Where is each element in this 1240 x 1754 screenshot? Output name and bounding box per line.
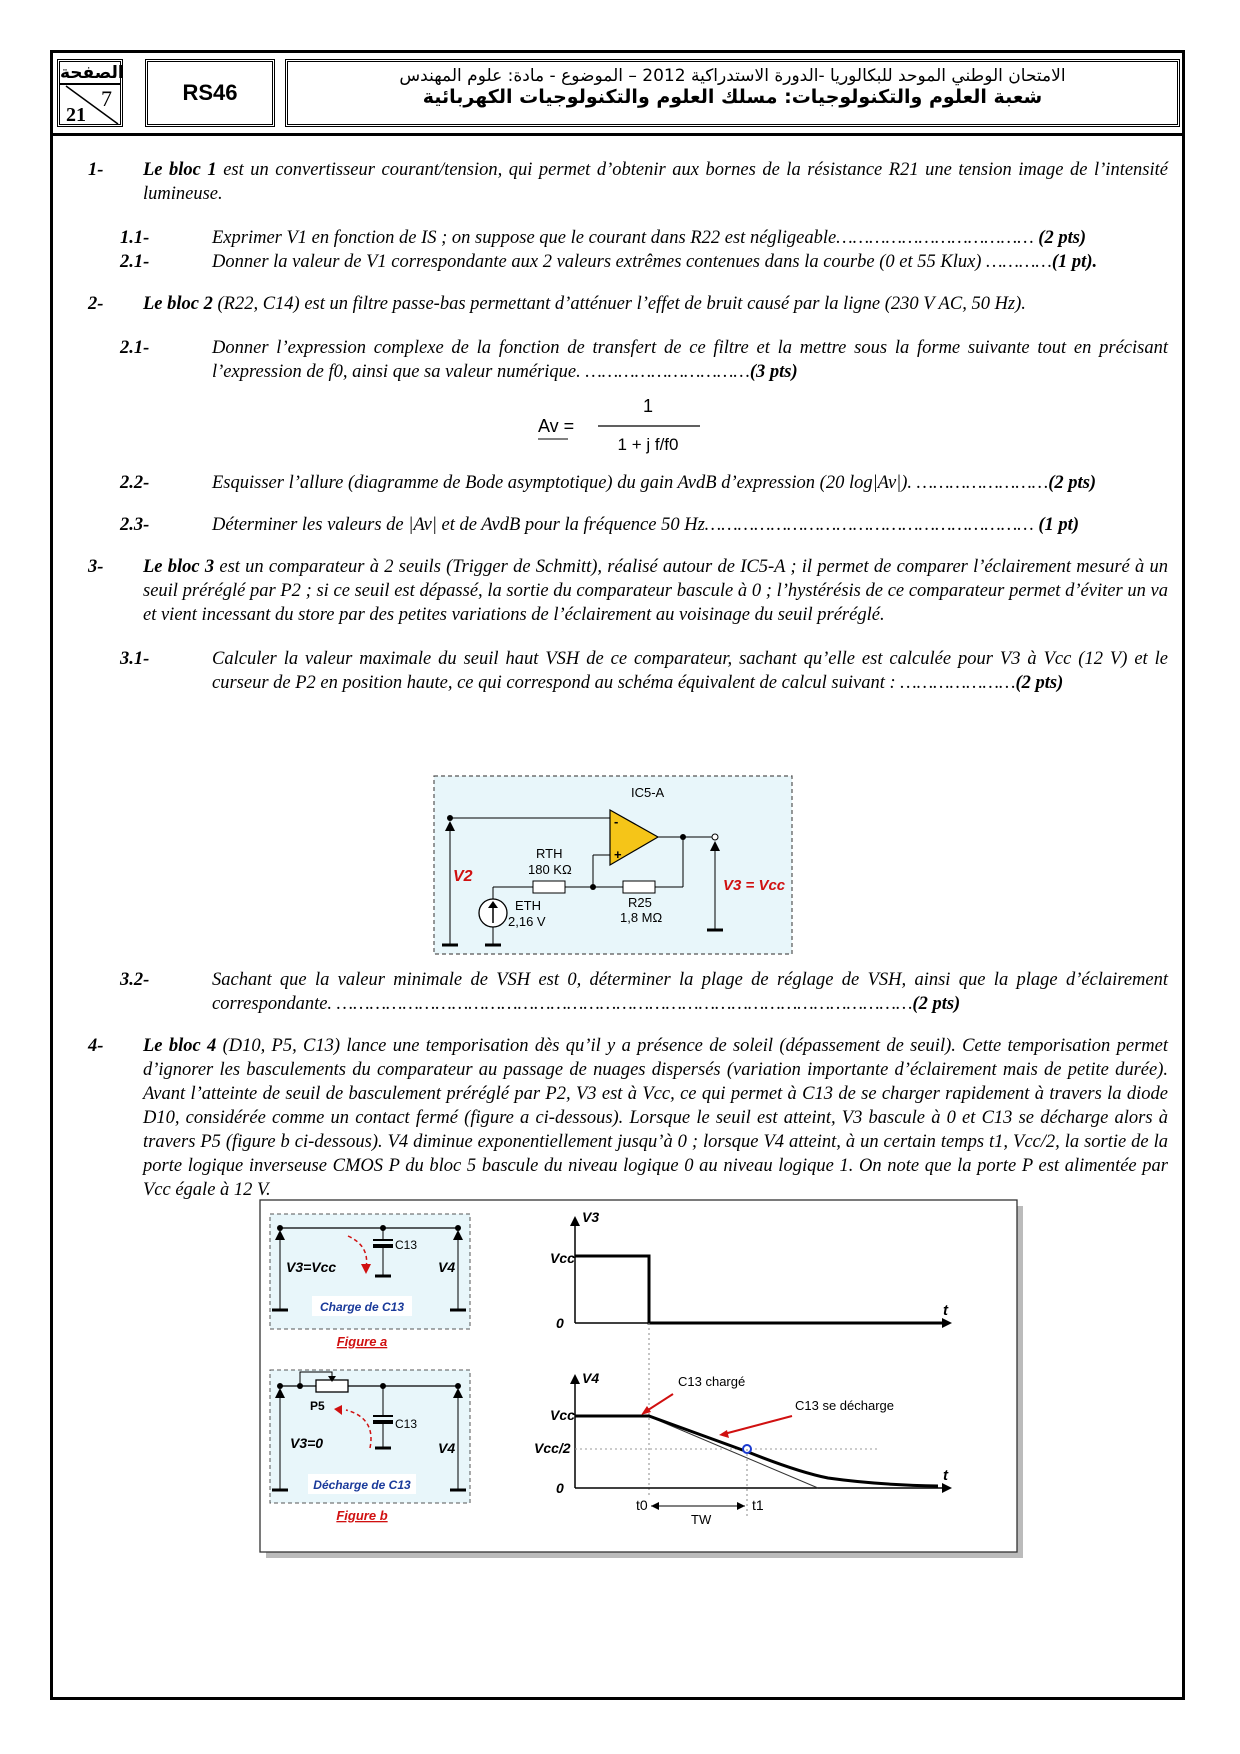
- g2-t: t: [943, 1467, 948, 1484]
- opamp-label: IC5-A: [631, 785, 665, 800]
- fig-b-v3: V3=0: [290, 1435, 324, 1451]
- g2-t0: t0: [636, 1497, 648, 1513]
- c13-timing-figure: [258, 1198, 1033, 1563]
- sub-number: 3.1-: [120, 649, 150, 669]
- question-1-2: [120, 250, 1168, 274]
- exam-title: [285, 59, 1180, 127]
- schmitt-trigger-schematic: [433, 775, 793, 955]
- fig-a-c13: C13: [395, 1238, 418, 1252]
- question-number: 3-: [88, 557, 104, 577]
- g1-zero: 0: [556, 1315, 564, 1331]
- question-2-3: [120, 513, 1168, 537]
- opamp-plus: +: [614, 847, 622, 862]
- page-total: 21: [66, 104, 86, 126]
- fig-b-p5: P5: [310, 1399, 325, 1413]
- points: (2 pts): [912, 994, 961, 1014]
- fig-b-c13: C13: [395, 1417, 418, 1431]
- sub-text: Calculer la valeur maximale du seuil haut VSH de ce comparateur, sachant qu’elle est calculée pour V3 à Vcc (12 V) et le curseur de P2 en position haute, ce qui correspond au schéma équivalent de calcul suivant : …………………: [212, 649, 1168, 693]
- fig-a-v4: V4: [438, 1259, 456, 1275]
- header: [53, 53, 1182, 136]
- g2-vcc: Vcc: [550, 1407, 575, 1423]
- v2-label: V2: [453, 868, 473, 885]
- sub-number: 2.1-: [120, 338, 150, 358]
- points: (2 pts): [1015, 673, 1064, 693]
- question-text: (D10, P5, C13) lance une temporisation dès qu’il y a présence de soleil (dépassement de seuil). Cette temporisation permet d’ignorer les basculements du comparateur au passage de nuages dispersés (variation importante d’éclairement mais de petite durée). Avant l’atteinte de seuil de basculement préréglé par P2, V3 est à Vcc, ce qui permet à C13 de se charger rapidement à travers la diode D10, considérée comme un contact fermé (figure a ci-dessous). Lorsque le seuil est atteint, V3 bascule à 0 et C13 se décharge alors à travers P5 (figure b ci-dessous). V4 diminue exponentiellement jusqu’à 0 ; lorsque V4 atteint, à un certain temps t1, Vcc/2, la sortie de la porte logique inverseuse CMOS P du bloc 5 bascule du niveau logique 0 au niveau logique 1. On note que la porte P est alimentée par Vcc égale à 12 V.: [143, 1036, 1168, 1200]
- question-number: 1-: [88, 160, 104, 180]
- question-lead: Le bloc 4: [143, 1036, 217, 1056]
- g2-discharge-label: C13 se décharge: [795, 1398, 895, 1413]
- subject-code: RS46: [145, 59, 275, 127]
- fig-a-title: Figure a: [336, 1334, 388, 1349]
- fig-a-v3: V3=Vcc: [286, 1259, 337, 1275]
- eth-value: 2,16 V: [508, 914, 546, 929]
- formula-lhs: Av =: [538, 416, 575, 436]
- formula-numerator: 1: [642, 396, 654, 416]
- question-2: [88, 292, 1168, 316]
- points: (3 pts): [749, 362, 798, 382]
- g1-vcc: Vcc: [550, 1250, 575, 1266]
- points: (2 pts): [1033, 228, 1087, 248]
- g2-t1: t1: [752, 1497, 764, 1513]
- page-number: 7: [101, 86, 112, 111]
- exam-title-line2: شعبة العلوم والتكنولوجيات: مسلك العلوم والتكنولوجيات الكهربائية: [422, 86, 1043, 108]
- eth-label: ETH: [515, 898, 541, 913]
- question-3-1: [120, 647, 1168, 695]
- r25-label: R25: [628, 895, 652, 910]
- g2-charged-label: C13 chargé: [678, 1374, 746, 1389]
- g1-ylabel: V3: [582, 1209, 600, 1225]
- question-1: [88, 158, 1168, 206]
- rth-value: 180 KΩ: [528, 862, 572, 877]
- sub-number: 3.2-: [120, 970, 150, 990]
- g2-zero: 0: [556, 1480, 564, 1496]
- formula-svg: [508, 388, 748, 464]
- sub-number: 2.3-: [120, 515, 150, 535]
- sub-text: Esquisser l’allure (diagramme de Bode asymptotique) du gain AvdB d’expression (20 log|Av|). ……………………: [212, 473, 1049, 493]
- points: (2 pts): [1048, 473, 1097, 493]
- page-label: الصفحة: [60, 63, 124, 83]
- question-4: [88, 1034, 1168, 1202]
- question-2-2: [120, 471, 1168, 495]
- r25-value: 1,8 MΩ: [620, 910, 663, 925]
- question-text: est un convertisseur courant/tension, qui permet d’obtenir aux bornes de la résistance R21 une tension image de l’intensité lumineuse.: [143, 160, 1168, 204]
- transfer-function-formula: [88, 388, 1168, 471]
- sub-number: 1.1-: [120, 228, 150, 248]
- formula-denominator: 1 + j f/f0: [617, 435, 679, 454]
- question-1-1: [120, 226, 1168, 250]
- sub-text: Sachant que la valeur minimale de VSH est 0, déterminer la plage de réglage de VSH, ainsi que la plage d’éclairement correspondante. ……………………………………………………………………………………………: [212, 970, 1168, 1014]
- page-number-box: [57, 59, 123, 127]
- sub-number: 2.1-: [120, 252, 150, 272]
- g2-ylabel: V4: [582, 1370, 600, 1386]
- rth-resistor: [533, 881, 565, 893]
- page-frame: [50, 50, 1185, 1700]
- question-2-1: [120, 336, 1168, 384]
- question-number: 4-: [88, 1036, 104, 1056]
- points: (1 pt).: [1051, 252, 1098, 272]
- sub-text: Déterminer les valeurs de |Av| et de AvdB pour la fréquence 50 Hz……………………………………………………: [212, 515, 1034, 535]
- question-text: (R22, C14) est un filtre passe-bas permettant d’atténuer l’effet de bruit causé par la ligne (230 V AC, 50 Hz).: [212, 294, 1026, 314]
- sub-text: Donner l’expression complexe de la fonction de transfert de ce filtre et la mettre sous la forme suivante tout en précisant l’expression de f0, ainsi que sa valeur numérique. …………………………: [212, 338, 1168, 382]
- question-3-2: [120, 968, 1168, 1016]
- sub-text: Exprimer V1 en fonction de IS ; on suppose que le courant dans R22 est négligeable………………………………: [212, 228, 1034, 248]
- question-3: [88, 555, 1168, 627]
- fig-b-caption: Décharge de C13: [313, 1478, 411, 1492]
- points: (1 pt): [1033, 515, 1079, 535]
- question-number: 2-: [88, 294, 104, 314]
- exam-title-line1: الامتحان الوطني الموحد للبكالوريا -الدورة الاستدراكية 2012 – الموضوع - مادة: علوم المهندس: [399, 66, 1066, 86]
- fig-a-caption: Charge de C13: [319, 1300, 405, 1314]
- v3-label: V3 = Vcc: [723, 877, 786, 894]
- opamp-minus: -: [614, 814, 619, 829]
- question-lead: Le bloc 2: [143, 294, 213, 314]
- rth-label: RTH: [536, 846, 563, 861]
- g2-tw: TW: [691, 1512, 712, 1527]
- question-lead: Le bloc 3: [143, 557, 215, 577]
- fig-b-v4: V4: [438, 1440, 456, 1456]
- g2-half: Vcc/2: [534, 1440, 571, 1456]
- sub-number: 2.2-: [120, 473, 150, 493]
- g1-t: t: [943, 1302, 948, 1319]
- questions-continued: [88, 968, 1168, 1222]
- question-text: est un comparateur à 2 seuils (Trigger de Schmitt), réalisé autour de IC5-A ; il permet de comparer l’éclairement mesuré à un seuil préréglé par P2 ; si ce seuil est dépassé, la sortie du comparateur bascule à 0 ; l’hystérésis de ce comparateur permet d’éviter un va et vient incessant du store par des petites variations de l’éclairement au voisinage du seuil préréglé.: [143, 557, 1168, 625]
- sub-text: Donner la valeur de V1 correspondante aux 2 valeurs extrêmes contenues dans la courbe (0 et 55 Klux) …………: [212, 252, 1052, 272]
- question-lead: Le bloc 1: [143, 160, 217, 180]
- fig-b-title: Figure b: [336, 1508, 388, 1523]
- r25-resistor: [623, 881, 655, 893]
- questions: [88, 158, 1168, 713]
